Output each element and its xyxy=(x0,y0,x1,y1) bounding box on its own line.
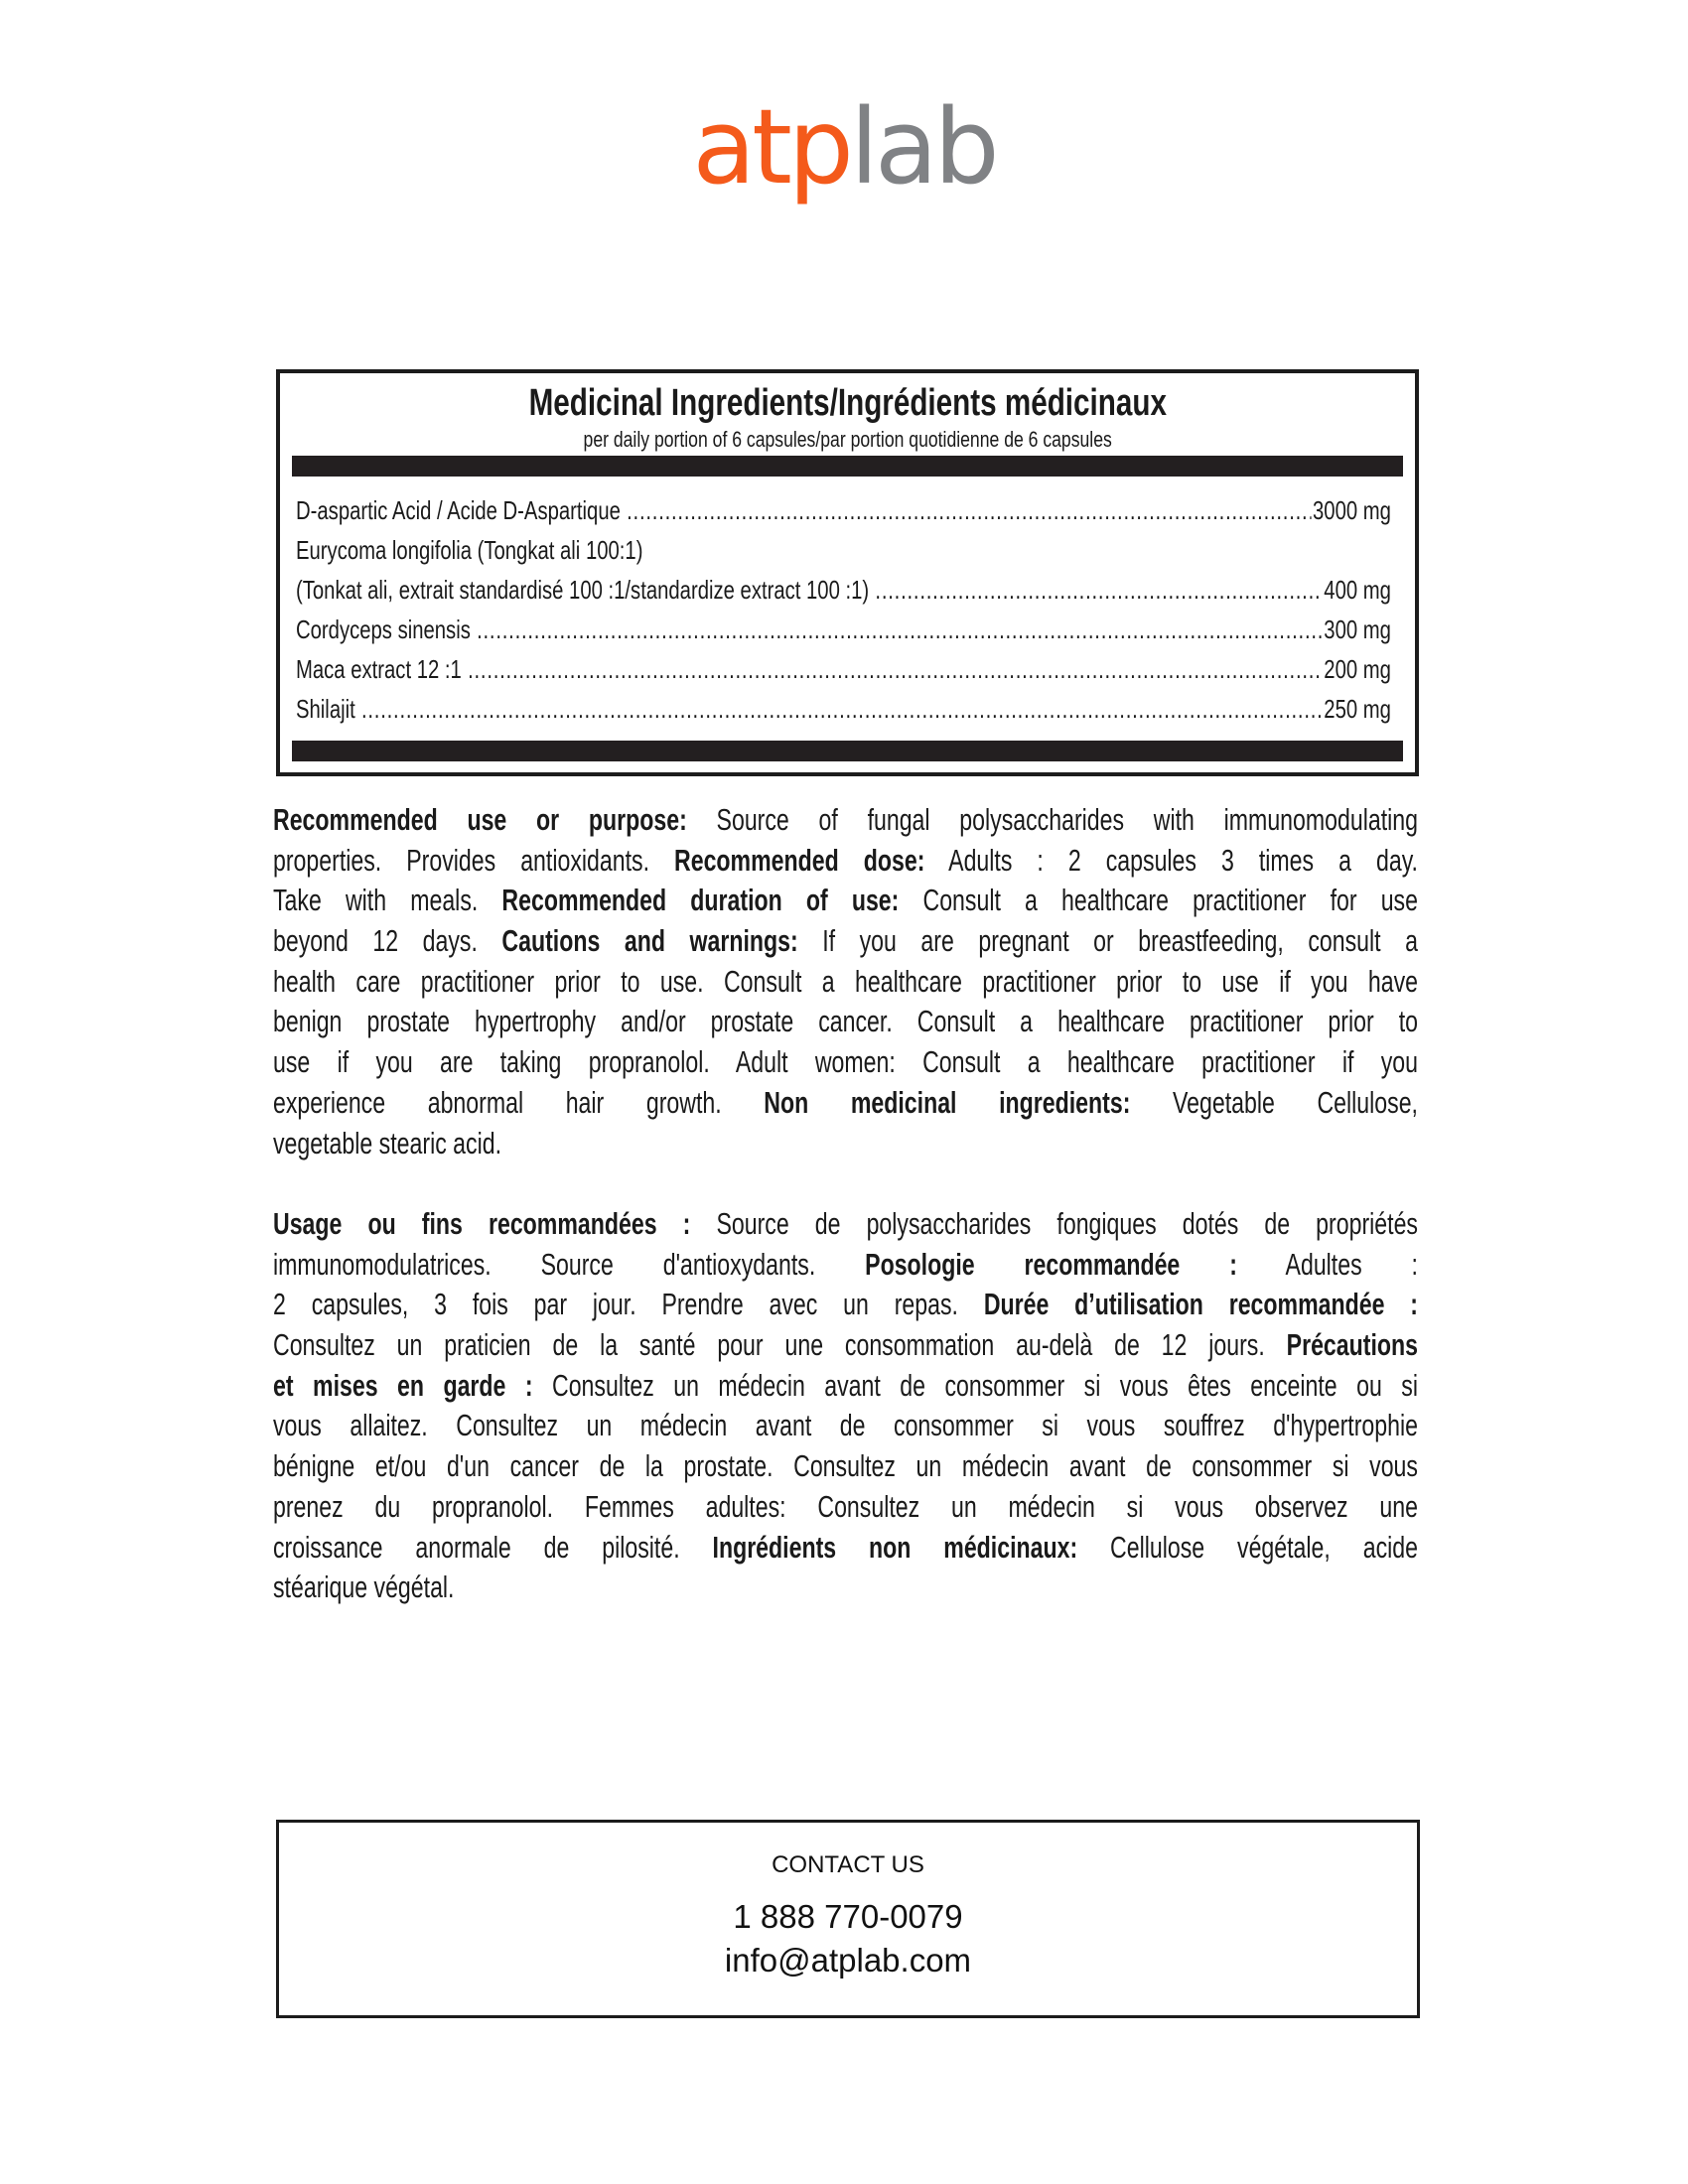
contact-box xyxy=(276,1820,1420,2018)
body-text: Source de polysaccharides fongiques dotés de propriétés xyxy=(690,1206,1418,1241)
bold-heading: et mises en garde : xyxy=(273,1367,533,1403)
contact-email[interactable]: info@atplab.com xyxy=(724,1942,972,1979)
paragraph-line xyxy=(273,1528,1418,1569)
body-text: beyond 12 days. xyxy=(273,923,502,959)
bottom-divider-bar xyxy=(292,741,1403,761)
bold-heading: Cautions and warnings: xyxy=(501,923,798,959)
body-text: croissance anormale de pilosité. xyxy=(273,1529,713,1565)
paragraph-line xyxy=(273,1204,1418,1245)
body-text: Adults : 2 capsules 3 times a day. xyxy=(924,842,1418,878)
body-text: health care practitioner prior to use. Consult a healthcare practitioner prior to use if you have xyxy=(273,963,1418,999)
body-text: vous allaitez. Consultez un médecin avant de consommer si vous souffrez d'hypertrophie xyxy=(273,1408,1418,1443)
ingredient-amount: 250 mg xyxy=(1324,694,1391,724)
ingredient-amount: 400 mg xyxy=(1324,575,1391,605)
ingredients-subtitle: per daily portion of 6 capsules/par portion quotidienne de 6 capsules xyxy=(583,427,1112,452)
paragraph-line xyxy=(273,962,1418,1003)
ingredient-amount: 3000 mg xyxy=(1313,495,1391,525)
ingredient-amount: 300 mg xyxy=(1324,614,1391,644)
paragraph-line xyxy=(273,1002,1418,1042)
ingredient-name: Maca extract 12 :1 xyxy=(296,654,462,684)
bold-heading: Précautions xyxy=(1286,1327,1418,1363)
paragraph-line xyxy=(273,1325,1418,1366)
atplab-logo xyxy=(0,86,1688,207)
paragraph-line xyxy=(273,1446,1418,1487)
paragraph-line xyxy=(273,1042,1418,1083)
logo-lab: lab xyxy=(849,86,996,207)
body-text: benign prostate hypertrophy and/or prostate cancer. Consult a healthcare practitioner prior to xyxy=(273,1004,1418,1039)
paragraph-line xyxy=(273,1406,1418,1446)
paragraph-line xyxy=(273,1285,1418,1325)
paragraph-line xyxy=(273,1487,1418,1528)
body-text: Vegetable Cellulose, xyxy=(1130,1084,1418,1120)
ingredient-name: Shilajit xyxy=(296,694,355,724)
paragraph-line xyxy=(273,1568,1418,1608)
body-text: experience abnormal hair growth. xyxy=(273,1084,765,1120)
paragraph-line xyxy=(273,881,1418,921)
dot-leader xyxy=(477,610,1323,649)
paragraph-line xyxy=(273,1245,1418,1286)
ingredient-amount: 200 mg xyxy=(1324,654,1391,684)
dot-leader xyxy=(468,649,1323,689)
paragraph-line xyxy=(273,800,1418,841)
body-text: Consult a healthcare practitioner for use xyxy=(899,883,1418,918)
body-text: prenez du propranolol. Femmes adultes: Consultez un médecin si vous observez une xyxy=(273,1488,1418,1524)
body-text: vegetable stearic acid. xyxy=(273,1125,502,1160)
french-directions-paragraph xyxy=(273,1204,1418,1608)
body-text: bénigne et/ou d'un cancer de la prostate. Consultez un médecin avant de consommer si vous xyxy=(273,1448,1418,1484)
paragraph-line xyxy=(273,1124,1418,1164)
ingredient-name: Eurycoma longifolia (Tongkat ali 100:1) xyxy=(296,535,643,565)
paragraph-line xyxy=(273,1366,1418,1407)
ingredient-row xyxy=(296,490,1391,530)
body-text: 2 capsules, 3 fois par jour. Prendre avec un repas. xyxy=(273,1287,984,1322)
body-text: Cellulose végétale, acide xyxy=(1077,1529,1418,1565)
body-text: If you are pregnant or breastfeeding, consult a xyxy=(797,923,1418,959)
bold-heading: Ingrédients non médicinaux: xyxy=(712,1529,1078,1565)
paragraph-line xyxy=(273,921,1418,962)
ingredient-row xyxy=(296,689,1391,729)
ingredient-name: Cordyceps sinensis xyxy=(296,614,471,644)
body-text: properties. Provides antioxidants. xyxy=(273,842,675,878)
body-text: Consultez un praticien de la santé pour une consommation au-delà de 12 jours. xyxy=(273,1327,1287,1363)
body-text: use if you are taking propranolol. Adult women: Consult a healthcare practitioner if you xyxy=(273,1044,1418,1080)
english-directions-paragraph xyxy=(273,800,1418,1163)
body-text: Consultez un médecin avant de consommer si vous êtes enceinte ou si xyxy=(532,1367,1418,1403)
contact-phone[interactable]: 1 888 770-0079 xyxy=(733,1898,963,1935)
body-text: Adultes : xyxy=(1236,1246,1418,1282)
bold-heading: Non medicinal ingredients: xyxy=(764,1084,1131,1120)
paragraph-line xyxy=(273,1083,1418,1124)
logo-atp: atp xyxy=(692,86,850,207)
ingredient-row xyxy=(296,570,1391,610)
paragraph-line xyxy=(273,841,1418,882)
dot-leader xyxy=(875,570,1322,610)
top-divider-bar xyxy=(292,456,1403,477)
bold-heading: Durée d’utilisation recommandée : xyxy=(983,1287,1418,1322)
body-text: Take with meals. xyxy=(273,883,502,918)
body-text: immunomodulatrices. Source d'antioxydants. xyxy=(273,1246,866,1282)
dot-leader xyxy=(627,490,1311,530)
contact-title: CONTACT US xyxy=(772,1851,924,1878)
ingredient-name: (Tonkat ali, extrait standardisé 100 :1/standardize extract 100 :1) xyxy=(296,575,870,605)
body-text: stéarique végétal. xyxy=(273,1570,455,1605)
bold-heading: Recommended duration of use: xyxy=(501,883,900,918)
ingredients-list xyxy=(296,490,1391,729)
dot-leader xyxy=(361,689,1323,729)
bold-heading: Recommended use or purpose: xyxy=(273,802,687,837)
bold-heading: Recommended dose: xyxy=(674,842,925,878)
ingredient-row xyxy=(296,530,1391,570)
bold-heading: Posologie recommandée : xyxy=(865,1246,1237,1282)
ingredient-row xyxy=(296,649,1391,689)
body-text: Source of fungal polysaccharides with immunomodulating xyxy=(686,802,1418,837)
medicinal-ingredients-box xyxy=(276,369,1419,776)
bold-heading: Usage ou fins recommandées : xyxy=(273,1206,691,1241)
ingredients-title: Medicinal Ingredients/Ingrédients médicinaux xyxy=(528,382,1167,424)
ingredient-row xyxy=(296,610,1391,649)
ingredient-name: D-aspartic Acid / Acide D-Aspartique xyxy=(296,495,621,525)
